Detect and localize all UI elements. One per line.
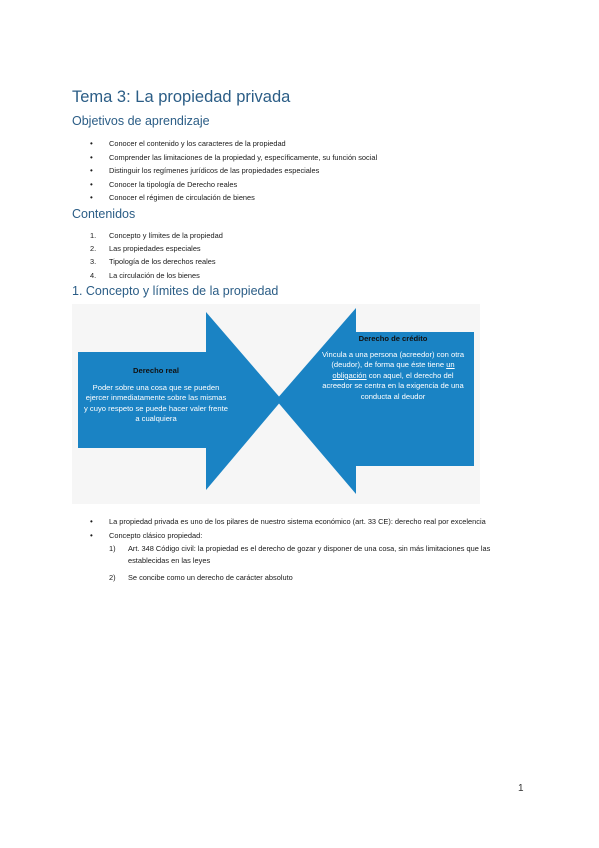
list-item: • Conocer el contenido y los caracteres de la propiedad [90,137,377,151]
body-part: con aquel, el derecho del acreedor se centra en la exigencia de una conducta al deudor [322,370,464,401]
item-text: La circulación de los bienes [109,270,200,280]
derecho-real-box [84,366,228,425]
objetivos-list [90,137,377,205]
section1-heading: 1. Concepto y límites de la propiedad [72,284,279,298]
item-number: 3. [90,257,97,267]
page-title: Tema 3: La propiedad privada [72,88,291,106]
list-item: • Comprender las limitaciones de la propiedad y, específicamente, su función social [90,151,377,165]
contenidos-heading: Contenidos [72,207,136,221]
derecho-real-body: Poder sobre una cosa que se pueden ejercer inmediatamente sobre las mismas y cuyo respeto se puede hacer valer frente a cualquiera [84,382,228,424]
page-number: 1 [518,783,524,794]
objetivos-heading: Objetivos de aprendizaje [72,114,210,128]
list-item [90,269,223,282]
item-text: Concepto clásico propiedad: [109,530,203,540]
item-number: 4. [90,270,97,280]
item-text: Tipología de los derechos reales [109,257,216,267]
list-item: • Distinguir los regímenes jurídicos de las propiedades especiales [90,164,377,178]
contenidos-list [90,229,223,282]
list-item: • Conocer el régimen de circulación de bienes [90,191,377,205]
item-text: Concepto y límites de la propiedad [109,231,223,240]
body-part: Vincula a una persona (acreedor) con otra (deudor), de forma que éste tiene [321,349,465,370]
derecho-credito-box [318,334,468,403]
list-item [90,255,223,268]
derecho-real-title: Derecho real [132,366,179,375]
underlined-term: un obligación [332,360,455,380]
list-item [90,242,223,255]
sub-list [109,543,510,584]
derecho-credito-body [318,350,468,403]
list-item [90,229,223,242]
item-number: 2. [90,244,97,254]
list-item: • La propiedad privada es uno de los pilares de nuestro sistema económico (art. 33 CE): derecho real por excelencia [90,516,510,528]
section1-list [90,516,510,590]
item-text: Las propiedades especiales [109,244,201,254]
item-number: 1) [109,544,116,553]
item-number: 1. [90,231,97,240]
rights-diagram [72,304,480,504]
item-text: Se concibe como un derecho de carácter absoluto [128,573,293,582]
item-text: Art. 348 Código civil: la propiedad es el derecho de gozar y disponer de una cosa, sin más limitaciones que las establecidas en las leyes [128,544,491,565]
derecho-credito-title: Derecho de crédito [358,334,428,343]
list-item [90,530,510,584]
sub-list-item [109,572,510,584]
sub-list-item [109,543,510,566]
item-number: 2) [109,573,116,582]
list-item: • Conocer la tipología de Derecho reales [90,178,377,192]
